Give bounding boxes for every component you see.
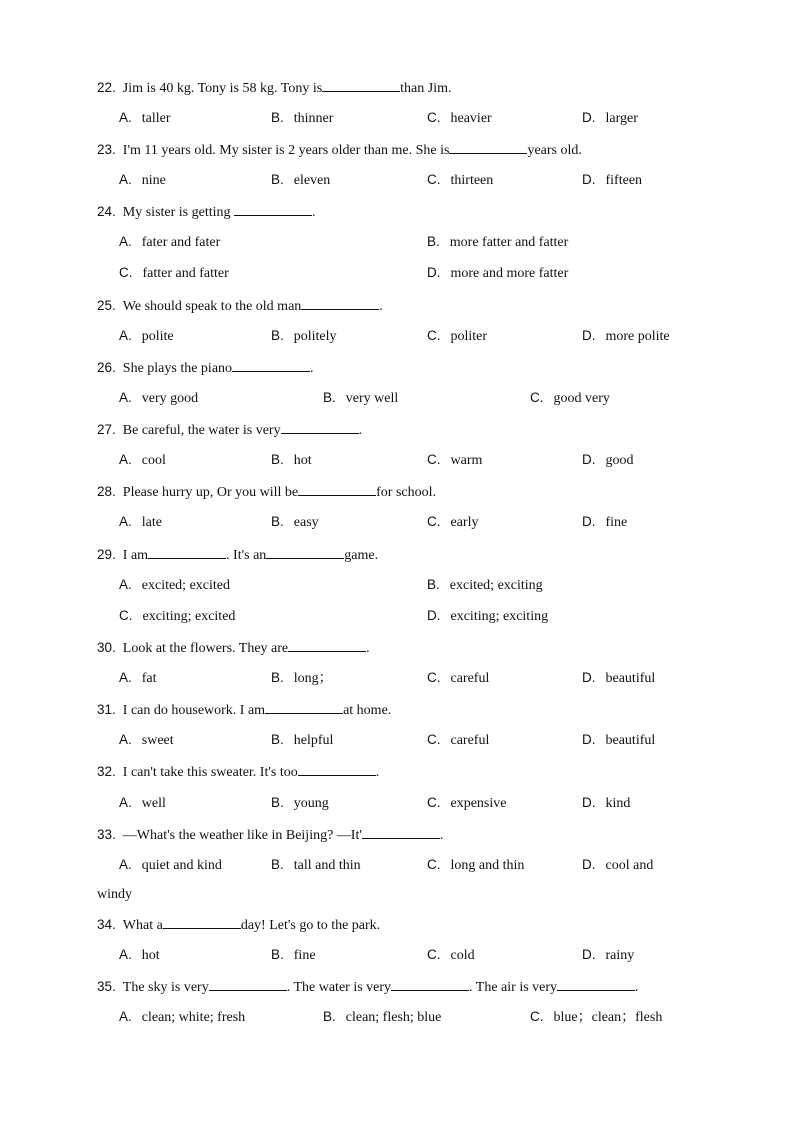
option-text: careful bbox=[450, 733, 490, 748]
option-b[interactable] bbox=[271, 946, 316, 965]
option-text: late bbox=[141, 515, 162, 530]
question-text-end: . bbox=[635, 980, 639, 995]
question-number: 32. bbox=[97, 764, 116, 779]
option-letter: A. bbox=[119, 1009, 132, 1024]
answer-blank[interactable] bbox=[449, 140, 527, 154]
option-letter: A. bbox=[119, 452, 132, 467]
option-letter: A. bbox=[119, 732, 132, 747]
option-letter: D. bbox=[582, 172, 596, 187]
option-letter: A. bbox=[119, 328, 132, 343]
option-text: hot bbox=[141, 948, 160, 963]
answer-blank-2[interactable] bbox=[391, 977, 469, 991]
answer-blank[interactable] bbox=[322, 78, 400, 92]
question-text: She plays the piano bbox=[122, 361, 233, 376]
option-text: hot bbox=[293, 453, 312, 468]
option-c[interactable] bbox=[530, 1008, 662, 1027]
option-a[interactable] bbox=[119, 576, 230, 595]
answer-blank[interactable] bbox=[234, 202, 312, 216]
option-a[interactable] bbox=[119, 1008, 245, 1027]
question-text: My sister is getting bbox=[122, 205, 231, 220]
question-25 bbox=[97, 296, 383, 316]
option-text: easy bbox=[293, 515, 319, 530]
option-text: young bbox=[293, 796, 329, 811]
option-c[interactable] bbox=[427, 171, 493, 190]
option-letter: A. bbox=[119, 514, 132, 529]
option-b[interactable] bbox=[271, 451, 312, 470]
option-letter: D. bbox=[582, 795, 596, 810]
option-letter: B. bbox=[271, 947, 284, 962]
answer-blank[interactable] bbox=[265, 700, 343, 714]
option-text: beautiful bbox=[605, 671, 656, 686]
option-letter: D. bbox=[582, 328, 596, 343]
option-letter: B. bbox=[271, 795, 284, 810]
option-text: fifteen bbox=[605, 173, 643, 188]
option-c[interactable] bbox=[427, 731, 489, 750]
question-text-end: years old. bbox=[527, 143, 582, 158]
question-number: 28. bbox=[97, 484, 116, 499]
option-c[interactable] bbox=[427, 109, 492, 128]
option-letter: A. bbox=[119, 670, 132, 685]
option-letter: B. bbox=[271, 857, 284, 872]
answer-blank-1[interactable] bbox=[148, 545, 226, 559]
option-text: good bbox=[605, 453, 634, 468]
option-text: long and thin bbox=[450, 858, 525, 873]
question-30 bbox=[97, 638, 370, 658]
option-text: eleven bbox=[293, 173, 331, 188]
option-text: tall and thin bbox=[293, 858, 361, 873]
answer-blank[interactable] bbox=[163, 915, 241, 929]
question-text: Look at the flowers. They are bbox=[122, 641, 289, 656]
answer-blank-2[interactable] bbox=[266, 545, 344, 559]
question-text: Be careful, the water is very bbox=[122, 423, 281, 438]
option-letter: C. bbox=[427, 172, 441, 187]
option-c[interactable] bbox=[530, 389, 610, 408]
question-text: Please hurry up, Or you will be bbox=[122, 485, 299, 500]
option-letter: D. bbox=[427, 608, 441, 623]
question-text-end: at home. bbox=[343, 703, 392, 718]
option-text: more and more fatter bbox=[450, 266, 569, 281]
option-a[interactable] bbox=[119, 856, 222, 875]
option-text: fat bbox=[141, 671, 157, 686]
question-text-mid-2: . The air is very bbox=[469, 980, 558, 995]
question-text: I'm 11 years old. My sister is 2 years older than me. She is bbox=[122, 143, 450, 158]
option-a[interactable] bbox=[119, 327, 174, 346]
question-text-mid: . The water is very bbox=[286, 980, 392, 995]
question-text-end: . bbox=[312, 205, 316, 220]
question-text-end: than Jim. bbox=[400, 81, 452, 96]
question-28 bbox=[97, 482, 436, 502]
answer-blank[interactable] bbox=[298, 762, 376, 776]
option-letter: C. bbox=[427, 328, 441, 343]
option-letter: C. bbox=[427, 732, 441, 747]
option-b[interactable] bbox=[427, 233, 568, 252]
option-letter: A. bbox=[119, 795, 132, 810]
option-d[interactable] bbox=[582, 794, 630, 813]
option-text: good very bbox=[553, 391, 610, 406]
option-b[interactable] bbox=[271, 513, 319, 532]
option-letter: D. bbox=[582, 947, 596, 962]
answer-blank[interactable] bbox=[301, 296, 379, 310]
option-d[interactable] bbox=[582, 171, 642, 190]
question-text-end: for school. bbox=[376, 485, 437, 500]
option-c[interactable] bbox=[427, 794, 506, 813]
question-number: 33. bbox=[97, 827, 116, 842]
option-text: helpful bbox=[293, 733, 334, 748]
option-letter: C. bbox=[119, 265, 133, 280]
question-number: 34. bbox=[97, 917, 116, 932]
question-number: 26. bbox=[97, 360, 116, 375]
question-text: Jim is 40 kg. Tony is 58 kg. Tony is bbox=[122, 81, 323, 96]
option-letter: C. bbox=[530, 390, 544, 405]
option-c[interactable] bbox=[119, 607, 235, 626]
option-text: nine bbox=[141, 173, 166, 188]
option-text: fine bbox=[605, 515, 628, 530]
option-d[interactable] bbox=[582, 451, 634, 470]
option-letter: B. bbox=[271, 172, 284, 187]
option-a[interactable] bbox=[119, 109, 171, 128]
option-c[interactable] bbox=[119, 264, 229, 283]
option-c[interactable] bbox=[427, 669, 489, 688]
option-letter: A. bbox=[119, 110, 132, 125]
option-b[interactable] bbox=[323, 389, 398, 408]
option-text: fine bbox=[293, 948, 316, 963]
question-32 bbox=[97, 762, 379, 782]
option-text: heavier bbox=[450, 111, 492, 126]
option-text: more polite bbox=[605, 329, 670, 344]
option-letter: C. bbox=[427, 514, 441, 529]
question-text-end: . bbox=[379, 299, 383, 314]
answer-blank-3[interactable] bbox=[557, 977, 635, 991]
option-d[interactable] bbox=[582, 669, 655, 688]
option-text: exciting; exciting bbox=[450, 609, 549, 624]
question-text: I can't take this sweater. It's too bbox=[122, 765, 298, 780]
option-letter: B. bbox=[323, 390, 336, 405]
option-letter: B. bbox=[323, 1009, 336, 1024]
option-text: clean; flesh; blue bbox=[345, 1010, 442, 1025]
option-letter: A. bbox=[119, 577, 132, 592]
option-letter: B. bbox=[427, 234, 440, 249]
option-b[interactable] bbox=[271, 327, 337, 346]
question-number: 27. bbox=[97, 422, 116, 437]
option-c[interactable] bbox=[427, 856, 524, 875]
option-text: larger bbox=[605, 111, 638, 126]
option-text: expensive bbox=[450, 796, 507, 811]
option-letter: D. bbox=[582, 670, 596, 685]
option-letter: C. bbox=[427, 947, 441, 962]
option-d[interactable] bbox=[582, 513, 627, 532]
question-number: 31. bbox=[97, 702, 116, 717]
option-text: early bbox=[450, 515, 479, 530]
option-letter: D. bbox=[582, 110, 596, 125]
answer-blank[interactable] bbox=[281, 420, 359, 434]
option-d[interactable] bbox=[582, 327, 670, 346]
option-d[interactable] bbox=[582, 856, 653, 875]
option-text: well bbox=[141, 796, 166, 811]
option-a[interactable] bbox=[119, 233, 220, 252]
option-letter: D. bbox=[582, 452, 596, 467]
option-letter: A. bbox=[119, 172, 132, 187]
question-text-end: . bbox=[358, 423, 363, 438]
option-letter: C. bbox=[427, 110, 441, 125]
option-b[interactable] bbox=[271, 171, 330, 190]
option-letter: B. bbox=[271, 110, 284, 125]
option-text: long； bbox=[293, 671, 333, 686]
option-b[interactable] bbox=[271, 731, 333, 750]
question-text: —What's the weather like in Beijing? —It' bbox=[122, 828, 362, 843]
question-text-end: game. bbox=[344, 548, 379, 563]
question-29 bbox=[97, 545, 378, 565]
option-text: blue；clean；flesh bbox=[553, 1010, 663, 1025]
option-c[interactable] bbox=[427, 327, 487, 346]
option-a[interactable] bbox=[119, 731, 174, 750]
option-c[interactable] bbox=[427, 513, 478, 532]
option-b[interactable] bbox=[323, 1008, 441, 1027]
option-letter: A. bbox=[119, 390, 132, 405]
option-text: clean; white; fresh bbox=[141, 1010, 246, 1025]
option-letter: A. bbox=[119, 857, 132, 872]
option-text: excited; exciting bbox=[449, 578, 543, 593]
option-b[interactable] bbox=[271, 109, 333, 128]
question-number: 23. bbox=[97, 142, 116, 157]
question-number: 29. bbox=[97, 547, 116, 562]
option-letter: C. bbox=[427, 857, 441, 872]
question-number: 24. bbox=[97, 204, 116, 219]
question-text-end: day! Let's go to the park. bbox=[240, 918, 381, 933]
option-letter: B. bbox=[271, 452, 284, 467]
option-text: kind bbox=[605, 796, 631, 811]
question-text-end: . bbox=[439, 828, 444, 843]
option-text: careful bbox=[450, 671, 490, 686]
question-text-mid: . It's an bbox=[226, 548, 267, 563]
option-text: thinner bbox=[293, 111, 334, 126]
question-22 bbox=[97, 78, 452, 98]
question-number: 30. bbox=[97, 640, 116, 655]
option-text: politer bbox=[450, 329, 488, 344]
option-letter: C. bbox=[530, 1009, 544, 1024]
question-text: I can do housework. I am bbox=[122, 703, 266, 718]
option-b[interactable] bbox=[427, 576, 543, 595]
option-letter: B. bbox=[427, 577, 440, 592]
option-text: rainy bbox=[605, 948, 635, 963]
option-text: very well bbox=[345, 391, 399, 406]
option-letter: C. bbox=[427, 795, 441, 810]
option-letter: B. bbox=[271, 328, 284, 343]
option-text: fatter and fatter bbox=[142, 266, 229, 281]
option-letter: B. bbox=[271, 732, 284, 747]
option-c[interactable] bbox=[427, 946, 475, 965]
option-letter: C. bbox=[119, 608, 133, 623]
answer-blank-1[interactable] bbox=[209, 977, 287, 991]
option-a[interactable] bbox=[119, 389, 198, 408]
question-text-end: . bbox=[366, 641, 370, 656]
answer-blank[interactable] bbox=[298, 482, 376, 496]
option-text: thirteen bbox=[450, 173, 494, 188]
question-text-end: . bbox=[310, 361, 314, 376]
option-d[interactable] bbox=[582, 109, 638, 128]
option-text: cold bbox=[450, 948, 475, 963]
option-letter: D. bbox=[582, 732, 596, 747]
question-34 bbox=[97, 915, 380, 935]
option-letter: D. bbox=[427, 265, 441, 280]
question-number: 22. bbox=[97, 80, 116, 95]
option-d[interactable] bbox=[427, 264, 568, 283]
question-text: We should speak to the old man bbox=[122, 299, 302, 314]
option-letter: C. bbox=[427, 670, 441, 685]
question-27 bbox=[97, 420, 362, 440]
option-b[interactable] bbox=[271, 669, 333, 688]
option-text: sweet bbox=[141, 733, 174, 748]
question-number: 25. bbox=[97, 298, 116, 313]
question-number: 35. bbox=[97, 979, 116, 994]
option-text: quiet and kind bbox=[141, 858, 222, 873]
option-b[interactable] bbox=[271, 856, 361, 875]
option-a[interactable] bbox=[119, 451, 166, 470]
option-a[interactable] bbox=[119, 794, 166, 813]
option-a[interactable] bbox=[119, 946, 160, 965]
question-text: What a bbox=[122, 918, 163, 933]
question-text: I am bbox=[122, 548, 149, 563]
answer-blank[interactable] bbox=[232, 358, 310, 372]
option-text: more fatter and fatter bbox=[449, 235, 569, 250]
option-c[interactable] bbox=[427, 451, 482, 470]
option-letter: B. bbox=[271, 514, 284, 529]
question-23 bbox=[97, 140, 582, 160]
question-24 bbox=[97, 202, 316, 222]
option-letter: D. bbox=[582, 514, 596, 529]
question-33 bbox=[97, 825, 443, 845]
question-35 bbox=[97, 977, 639, 997]
option-d[interactable] bbox=[582, 731, 655, 750]
option-text: cool and bbox=[605, 858, 654, 873]
answer-blank[interactable] bbox=[362, 825, 440, 839]
option-text: cool bbox=[141, 453, 166, 468]
option-a[interactable] bbox=[119, 513, 162, 532]
option-text: taller bbox=[141, 111, 171, 126]
option-text: politely bbox=[293, 329, 337, 344]
option-letter: D. bbox=[582, 857, 596, 872]
option-d-wrap: windy bbox=[97, 887, 132, 902]
option-d[interactable] bbox=[427, 607, 548, 626]
option-text: polite bbox=[141, 329, 174, 344]
question-text: The sky is very bbox=[122, 980, 209, 995]
option-letter: A. bbox=[119, 947, 132, 962]
option-letter: C. bbox=[427, 452, 441, 467]
option-text: fater and fater bbox=[141, 235, 221, 250]
answer-blank[interactable] bbox=[288, 638, 366, 652]
option-letter: A. bbox=[119, 234, 132, 249]
option-b[interactable] bbox=[271, 794, 329, 813]
question-31 bbox=[97, 700, 391, 720]
question-26 bbox=[97, 358, 314, 378]
option-a[interactable] bbox=[119, 171, 166, 190]
option-text: very good bbox=[141, 391, 199, 406]
option-d[interactable] bbox=[582, 946, 634, 965]
question-text-end: . bbox=[375, 765, 380, 780]
option-text: exciting; excited bbox=[142, 609, 236, 624]
option-text: excited; excited bbox=[141, 578, 230, 593]
option-letter: B. bbox=[271, 670, 284, 685]
option-text: beautiful bbox=[605, 733, 656, 748]
option-text: warm bbox=[450, 453, 483, 468]
option-a[interactable] bbox=[119, 669, 157, 688]
